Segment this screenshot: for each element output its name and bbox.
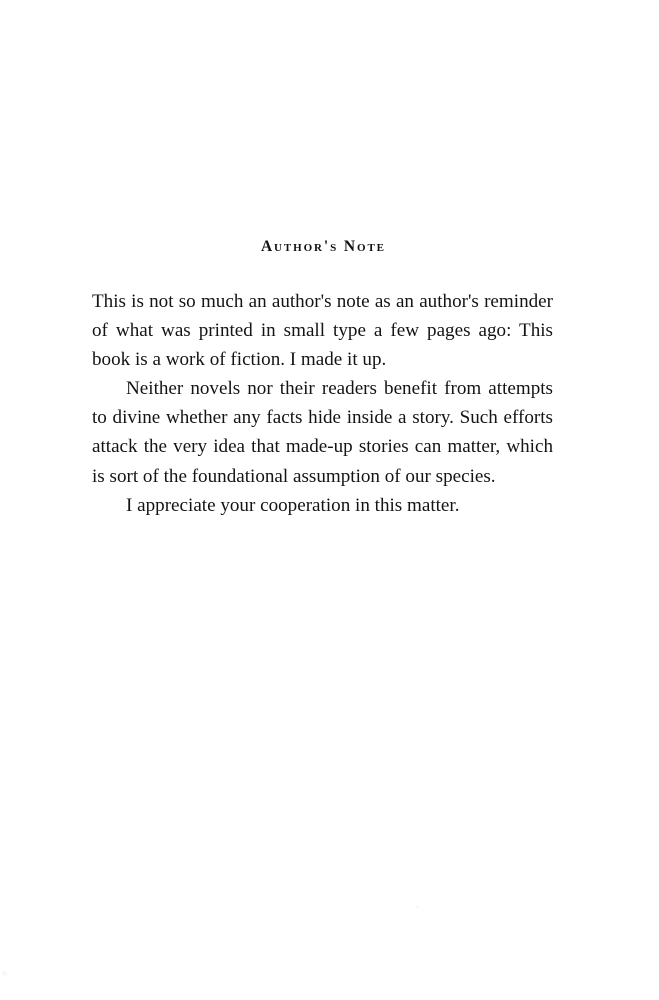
page-title: Author's Note (260, 238, 386, 256)
scan-speck-artifact (416, 906, 418, 908)
paragraph-3: I appreciate your cooperation in this matter. (126, 494, 460, 516)
scan-corner-artifact (2, 971, 7, 976)
paragraph-1: This is not so much an author's note as an author's reminder of what was printed in small type a few pages ago: This book is a work of fiction. I made it up. (92, 291, 553, 371)
body-text-block (92, 287, 553, 520)
paragraph-2: Neither novels nor their readers benefit from attempts to divine whether any facts hide inside a story. Such efforts attack the very idea that made-up stories can matter, which is sort of the foundational assumption of our species. (92, 378, 553, 487)
